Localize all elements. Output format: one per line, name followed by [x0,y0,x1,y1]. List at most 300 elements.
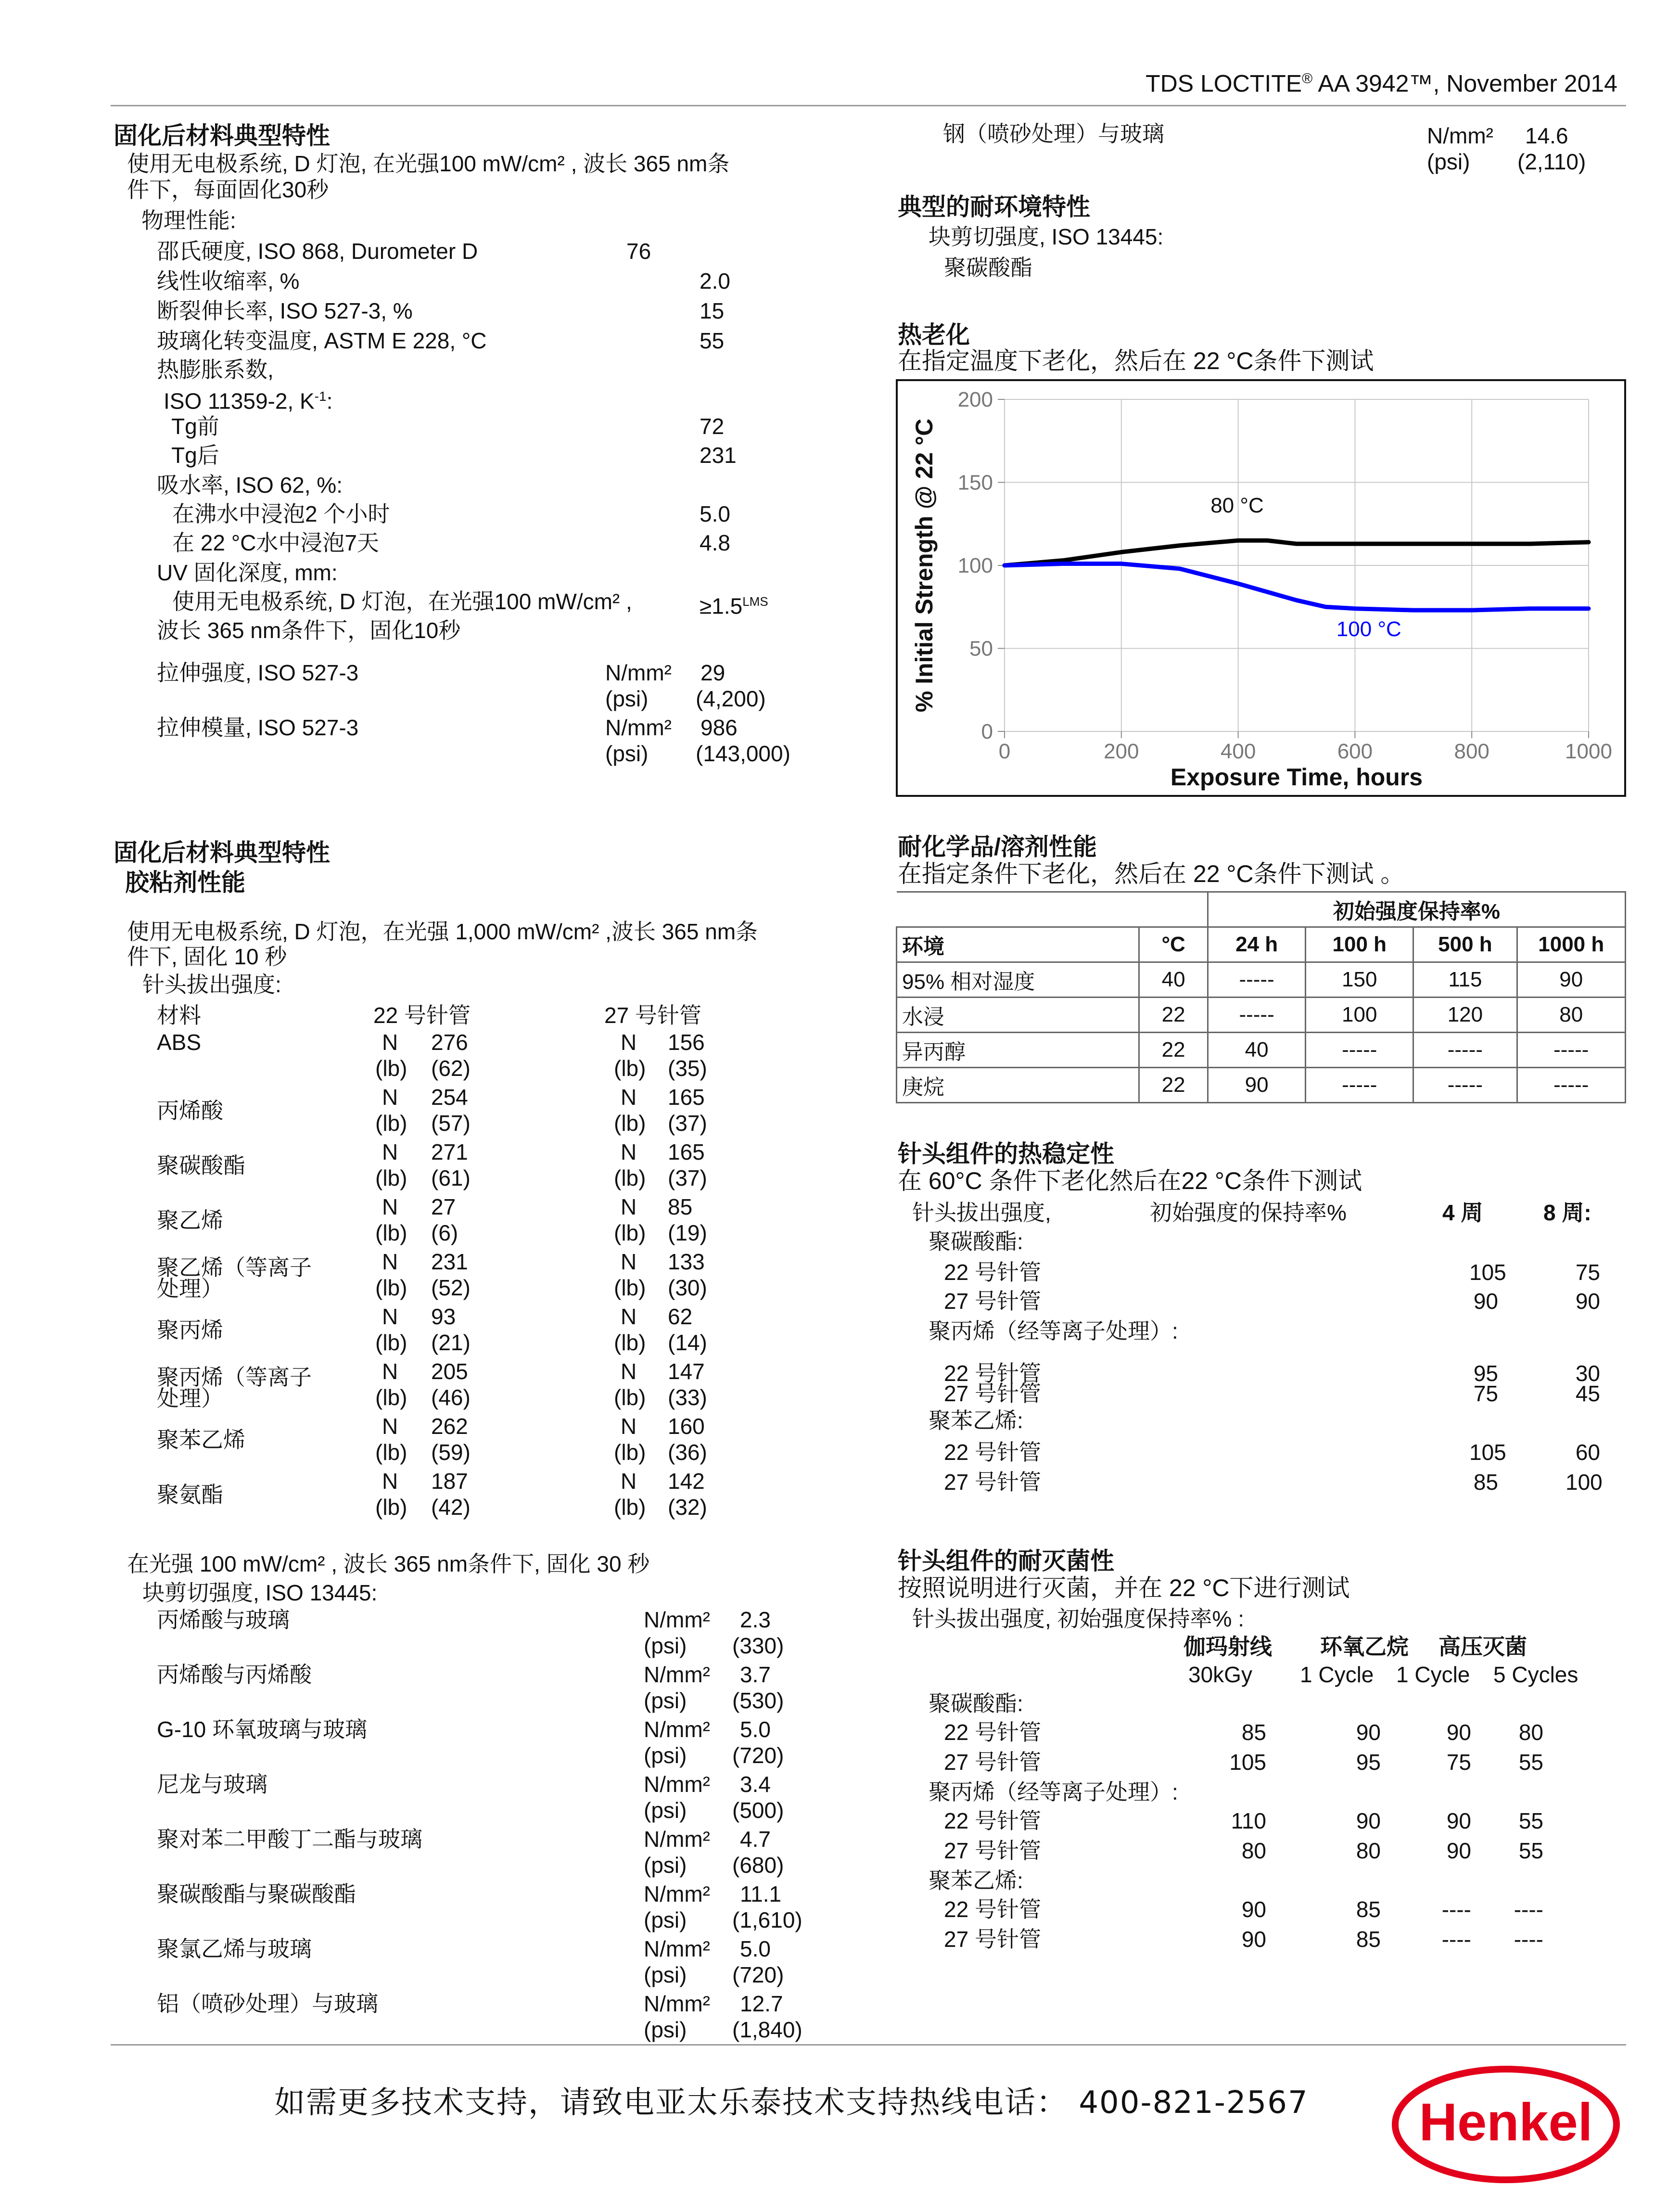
chem-column-header: 环境 [897,927,1139,962]
unit-nmm: N/mm² [644,1607,710,1632]
tg-after-label: Tg后 [171,443,219,468]
shear-substrate: 聚对苯二甲酸丁二酯与玻璃 [157,1827,422,1852]
needle-gauge: 27 号针管 [944,1838,1041,1863]
unit-lb: (lb) [375,1495,407,1520]
series-label-0: 80 °C [1210,493,1264,517]
heat-aging-chart-frame [896,379,1626,797]
unit-lb: (lb) [614,1056,646,1081]
gauge27-value: 133 [668,1249,705,1274]
heat-pull-label: 针头拔出强度, [912,1200,1051,1225]
gauge22-value-lb: (6) [431,1220,458,1245]
gauge27-value-lb: (37) [668,1111,707,1136]
unit-newton: N [382,1469,398,1494]
shear-substrate: 丙烯酸与玻璃 [157,1607,290,1632]
logo-wordmark: Henkel [1419,2093,1593,2152]
chem-environment: 水浸 [897,998,1139,1033]
section2-subtitle: 胶粘剂性能 [125,869,245,896]
steril-value: 85 [1356,1897,1381,1922]
steril-material: 聚碳酸酯: [929,1691,1023,1716]
unit-nmm: N/mm² [644,1991,710,2016]
uv-depth-label: UV 固化深度, mm: [157,560,338,585]
gauge27-value-lb: (32) [668,1495,707,1520]
gauge22-value-lb: (57) [431,1111,471,1136]
x-tick-label: 600 [1337,740,1373,763]
chem-environment: 95% 相对湿度 [897,962,1139,998]
needle-gauge: 22 号针管 [944,1897,1041,1922]
chem-column-header: 24 h [1208,927,1305,962]
unit-lb: (lb) [614,1111,646,1136]
gauge27-value: 165 [668,1139,705,1164]
material-column-header: 材料 [157,1003,201,1028]
series-line-1 [1005,564,1589,611]
chem-row [897,1068,1626,1103]
section2-title: 固化后材料典型特性 [114,839,330,866]
steril-value: 95 [1356,1750,1381,1775]
chem-value: ----- [1208,998,1305,1033]
cte-standard-text: ISO 11359-2, K [164,388,315,414]
chem-value: ----- [1306,1068,1413,1103]
tensile-value: 29 [700,660,725,685]
steril-material: 聚苯乙烯: [929,1868,1023,1893]
steril-sub-30kgy: 30kGy [1188,1662,1252,1687]
unit-psi: (psi) [644,1907,687,1932]
lms-mark: LMS [742,594,768,609]
material-name: 丙烯酸 [157,1098,223,1123]
gauge27-value: 62 [668,1304,693,1329]
cte-colon: : [326,388,333,414]
steril-value: 90 [1356,1808,1381,1833]
cte-label: 热膨胀系数, [157,357,274,382]
shear-value-psi: (680) [732,1853,784,1878]
y-tick-label: 150 [957,471,993,495]
chem-column-header: 100 h [1306,927,1413,962]
steril-value: 90 [1356,1720,1381,1745]
material-name: 聚丙烯 [157,1317,223,1343]
chem-title: 耐化学品/溶剂性能 [898,833,1097,860]
env-subtitle: 块剪切强度, ISO 13445: [929,224,1164,249]
steril-value: ---- [1441,1897,1471,1922]
shear-substrate: 丙烯酸与丙烯酸 [157,1662,312,1687]
needle-gauge: 27 号针管 [944,1750,1041,1775]
gauge27-value-lb: (14) [668,1330,707,1355]
gauge22-value: 27 [431,1194,456,1219]
unit-newton: N [382,1194,398,1219]
physical-heading: 物理性能: [141,208,236,233]
unit-psi: (psi) [644,1743,687,1768]
series-label-1: 100 °C [1336,617,1401,641]
gauge27-value: 165 [668,1085,705,1110]
modulus-unit-psi: (psi) [605,741,649,766]
steel-value: 14.6 [1525,123,1568,148]
shear-substrate: 铝（喷砂处理）与玻璃 [157,1991,378,2016]
chem-value: 22 [1139,1068,1208,1103]
block-shear-heading: 块剪切强度, ISO 13445: [142,1580,378,1605]
unit-nmm: N/mm² [644,1827,710,1852]
unit-psi: (psi) [644,2017,687,2042]
chem-value: 22 [1139,998,1208,1033]
header-date: AA 3942™, November 2014 [1312,70,1617,97]
chem-header-row [897,927,1626,962]
unit-lb: (lb) [375,1220,407,1245]
heat-material: 聚苯乙烯: [929,1408,1023,1433]
steel-unit-psi: (psi) [1427,149,1470,174]
steril-value: 80 [1356,1838,1381,1863]
chem-column-header: 500 h [1413,927,1517,962]
gauge22-value-lb: (42) [431,1495,471,1520]
unit-lb: (lb) [614,1385,646,1410]
gauge22-value: 254 [431,1085,468,1110]
steril-value: ---- [1441,1927,1471,1952]
tensile-unit: N/mm² [605,660,672,685]
steel-glass-label: 钢（喷砂处理）与玻璃 [943,121,1164,146]
unit-newton: N [621,1469,637,1494]
gauge27-value: 142 [668,1469,705,1494]
chem-body [897,962,1626,1103]
unit-newton: N [382,1249,398,1274]
header-title: TDS LOCTITE [1145,70,1302,97]
steril-value: 85 [1241,1720,1266,1745]
gauge22-value: 271 [431,1139,468,1164]
shear-value: 11.1 [740,1881,782,1906]
gauge22-value: 231 [431,1249,468,1274]
env-material: 聚碳酸酯 [944,255,1032,280]
chem-value: 80 [1517,998,1625,1033]
unit-nmm: N/mm² [644,1717,710,1742]
steril-value: 90 [1241,1897,1266,1922]
steril-subtitle: 按照说明进行灭菌，并在 22 °C下进行测试 [898,1574,1350,1601]
property-value: 76 [626,239,651,264]
cure-condition-2: 使用无电极系统, D 灯泡，在光强 1,000 mW/cm² ,波长 365 nm条 [127,919,758,944]
gauge22-value: 262 [431,1414,468,1439]
needle-gauge: 22 号针管 [944,1720,1041,1745]
shear-substrate: 聚氯乙烯与玻璃 [157,1936,312,1961]
steril-col-gamma: 伽玛射线 [1184,1634,1272,1659]
steril-material: 聚丙烯（经等离子处理）: [929,1779,1178,1804]
unit-newton: N [621,1359,637,1384]
gauge27-value-lb: (33) [668,1385,707,1410]
gauge22-column-header: 22 号针管 [373,1003,471,1028]
shear-value-psi: (1,840) [732,2017,802,2042]
chem-environment: 庚烷 [897,1068,1139,1103]
needle-gauge: 22 号针管 [944,1808,1041,1833]
chem-row [897,998,1626,1033]
gauge27-value-lb: (35) [668,1056,707,1081]
gauge22-value-lb: (62) [431,1056,471,1081]
steril-value: ---- [1514,1897,1543,1922]
henkel-logo [1390,2064,1621,2185]
steril-col-eto: 环氧乙烷 [1320,1634,1409,1659]
env-title: 典型的耐环境特性 [898,193,1090,220]
tensile-value-psi: (4,200) [696,686,766,711]
gauge22-value: 276 [431,1030,468,1055]
cte-exponent: -1 [314,389,327,404]
steril-value: ---- [1514,1927,1543,1952]
chem-value: 120 [1413,998,1517,1033]
needle-gauge: 22 号针管 [944,1260,1041,1285]
cte-standard [164,383,332,414]
tg-after-value: 231 [700,443,737,468]
x-axis-label: Exposure Time, hours [1170,764,1423,791]
gauge22-value: 205 [431,1359,468,1384]
footer-rule [111,2044,1626,2046]
property-label: 线性收缩率, % [157,269,300,294]
gauge22-value-lb: (59) [431,1440,471,1465]
chem-value: ----- [1413,1068,1517,1103]
uv-depth-number: ≥1.5 [700,593,743,619]
unit-newton: N [382,1304,398,1329]
chem-value: ----- [1413,1033,1517,1068]
chem-group-row [897,892,1626,927]
heat-8wk-value: 100 [1565,1470,1603,1495]
chem-table [896,891,1626,1103]
property-value: 2.0 [700,269,730,294]
heat-aging-chart [898,381,1624,795]
steril-sub-cycles5: 5 Cycles [1493,1662,1578,1687]
unit-newton: N [621,1085,637,1110]
gauge22-value-lb: (46) [431,1385,471,1410]
y-tick-label: 50 [969,637,993,661]
heat-8wk-value: 45 [1575,1381,1600,1406]
shear-value: 5.0 [740,1717,771,1742]
cure-condition: 使用无电极系统, D 灯泡, 在光强100 mW/cm² , 波长 365 nm条 [127,151,730,176]
chem-value: ----- [1208,962,1305,998]
steril-title: 针头组件的耐灭菌性 [898,1548,1114,1574]
chem-value: 40 [1208,1033,1305,1068]
shear-value: 2.3 [740,1607,771,1632]
document-header [1145,64,1617,98]
heat-stability-subtitle: 在 60°C 条件下老化然后在22 °C条件下测试 [898,1167,1362,1194]
gauge22-value-lb: (21) [431,1330,471,1355]
shear-value-psi: (330) [732,1633,784,1658]
shear-value-psi: (530) [732,1688,784,1713]
chem-environment: 异丙醇 [897,1033,1139,1068]
gauge27-value-lb: (30) [668,1275,707,1300]
material-name: 聚乙烯（等离子 [157,1255,312,1280]
heat-retention-label: 初始强度的保持率% [1150,1200,1347,1225]
water-absorption-label: 吸水率, ISO 62, %: [157,473,343,498]
shear-substrate: 聚碳酸酯与聚碳酸酯 [157,1881,356,1906]
uv-condition: 使用无电极系统, D 灯泡，在光强100 mW/cm² , [172,589,632,614]
chem-value: ----- [1306,1033,1413,1068]
unit-newton: N [382,1359,398,1384]
section-title: 固化后材料典型特性 [114,122,330,149]
boil-label: 在沸水中浸泡2 个小时 [172,501,390,526]
modulus-value-psi: (143,000) [696,741,790,766]
shear-value: 3.7 [740,1662,771,1687]
chem-group-header: 初始强度保持率% [1208,892,1625,927]
unit-lb: (lb) [614,1330,646,1355]
material-name: 聚苯乙烯 [157,1427,245,1452]
material-name: 聚丙烯（等离子 [157,1365,312,1390]
unit-lb: (lb) [375,1330,407,1355]
steril-value: 90 [1446,1838,1471,1863]
shear-value: 12.7 [740,1991,783,2016]
steril-value: 55 [1518,1808,1543,1833]
chem-row [897,1033,1626,1068]
unit-psi: (psi) [644,1962,687,1987]
shear-value-psi: (720) [732,1962,784,1987]
steril-value: 90 [1446,1808,1471,1833]
unit-lb: (lb) [375,1056,407,1081]
chem-value: 150 [1306,962,1413,998]
material-name-cont: 处理） [157,1276,223,1301]
chem-value: 22 [1139,1033,1208,1068]
unit-nmm: N/mm² [644,1662,710,1687]
gauge27-value-lb: (37) [668,1165,707,1190]
x-tick-label: 200 [1104,740,1139,763]
steel-value-psi: (2,110) [1517,149,1586,174]
property-label: 断裂伸长率, ISO 527-3, % [157,298,413,323]
unit-lb: (lb) [614,1495,646,1520]
x-tick-label: 1000 [1565,740,1612,763]
unit-lb: (lb) [614,1220,646,1245]
unit-newton: N [621,1304,637,1329]
unit-nmm: N/mm² [644,1881,710,1906]
property-value: 55 [700,328,725,353]
unit-newton: N [621,1414,637,1439]
shear-value-psi: (720) [732,1743,784,1768]
heat-4wk-value: 75 [1473,1381,1498,1406]
gauge22-value: 93 [431,1304,456,1329]
tg-before-value: 72 [700,414,725,439]
tensile-label: 拉伸强度, ISO 527-3 [157,660,359,685]
steril-value: 75 [1446,1750,1471,1775]
heat-aging-subtitle: 在指定温度下老化，然后在 22 °C条件下测试 [898,347,1374,374]
registered-mark: ® [1302,71,1313,87]
y-axis-label: % Initial Strength @ 22 °C [911,418,938,713]
unit-newton: N [621,1030,637,1055]
x-tick-label: 800 [1454,740,1489,763]
soak-value: 4.8 [700,530,730,555]
heat-col-4wk: 4 周 [1442,1200,1483,1225]
modulus-value: 986 [700,715,738,740]
chem-row [897,962,1626,998]
gauge27-value: 85 [668,1194,693,1219]
unit-lb: (lb) [375,1275,407,1300]
support-hotline: 如需更多技术支持，请致电亚太乐泰技术支持热线电话： 400-821-2567 [274,2085,1309,2121]
steril-value: 85 [1356,1927,1381,1952]
gauge27-column-header: 27 号针管 [604,1003,701,1028]
shear-value: 4.7 [740,1827,771,1852]
unit-newton: N [382,1085,398,1110]
shear-value: 5.0 [740,1936,771,1961]
unit-lb: (lb) [375,1111,407,1136]
unit-newton: N [621,1249,637,1274]
unit-psi: (psi) [644,1853,687,1878]
heat-aging-title: 热老化 [898,321,970,348]
y-tick-label: 200 [957,388,993,411]
gauge27-value-lb: (19) [668,1220,707,1245]
property-label: 玻璃化转变温度, ASTM E 228, °C [157,328,487,353]
unit-newton: N [621,1194,637,1219]
x-tick-label: 0 [998,740,1011,763]
steril-value: 90 [1446,1720,1471,1745]
heat-4wk-value: 95 [1473,1361,1498,1386]
chem-group-blank [897,892,1208,927]
gauge27-value: 156 [668,1030,705,1055]
header-rule [111,105,1626,106]
heat-stability-title: 针头组件的热稳定性 [898,1140,1114,1167]
cure-condition-2-cont: 件下, 固化 10 秒 [127,944,287,969]
heat-8wk-value: 75 [1575,1260,1600,1285]
chem-value: ----- [1517,1033,1625,1068]
steril-value: 90 [1241,1927,1266,1952]
heat-4wk-value: 85 [1473,1470,1498,1495]
unit-nmm: N/mm² [644,1936,710,1961]
shear-value-psi: (1,610) [732,1907,802,1932]
unit-lb: (lb) [614,1275,646,1300]
needle-gauge: 27 号针管 [944,1289,1041,1314]
heat-8wk-value: 90 [1575,1289,1600,1314]
tg-before-label: Tg前 [171,414,219,439]
property-label: 邵氏硬度, ISO 868, Durometer D [157,239,478,264]
steril-value: 55 [1518,1838,1543,1863]
needle-gauge: 27 号针管 [944,1927,1041,1952]
needle-gauge: 27 号针管 [944,1381,1041,1406]
unit-lb: (lb) [614,1440,646,1465]
needle-gauge: 27 号针管 [944,1470,1041,1495]
chem-column-header: 1000 h [1517,927,1625,962]
chem-value: ----- [1517,1068,1625,1103]
unit-newton: N [382,1139,398,1164]
unit-psi: (psi) [644,1633,687,1658]
heat-4wk-value: 105 [1469,1440,1506,1465]
steril-value: 105 [1229,1750,1266,1775]
chem-value: 90 [1208,1068,1305,1103]
gauge22-value: 187 [431,1469,468,1494]
unit-newton: N [382,1030,398,1055]
heat-col-8wk: 8 周: [1543,1200,1591,1225]
modulus-unit: N/mm² [605,715,672,740]
soak-label: 在 22 °C水中浸泡7天 [172,530,379,555]
steril-col-autoclave: 高压灭菌 [1438,1634,1527,1659]
unit-newton: N [621,1139,637,1164]
unit-nmm: N/mm² [644,1772,710,1797]
chem-column-header: °C [1139,927,1208,962]
heat-8wk-value: 30 [1575,1361,1600,1386]
gauge22-value-lb: (61) [431,1165,471,1190]
unit-lb: (lb) [375,1385,407,1410]
steril-sub-cycle1: 1 Cycle [1300,1662,1374,1687]
material-name: 聚碳酸酯 [157,1153,245,1178]
y-tick-label: 0 [981,720,993,743]
heat-material: 聚碳酸酯: [929,1229,1023,1254]
material-name: 聚氨酯 [157,1482,223,1507]
shear-value: 3.4 [740,1772,771,1797]
shear-substrate: G-10 环氧玻璃与玻璃 [157,1717,368,1742]
y-tick-label: 100 [957,554,993,577]
steril-value: 80 [1241,1838,1266,1863]
modulus-label: 拉伸模量, ISO 527-3 [157,715,359,740]
steel-unit: N/mm² [1427,123,1493,148]
cure-condition-cont: 件下，每面固化30秒 [127,177,329,202]
property-value: 15 [700,298,725,323]
chem-value: 115 [1413,962,1517,998]
gauge27-value: 160 [668,1414,705,1439]
boil-value: 5.0 [700,501,730,526]
heat-4wk-value: 90 [1473,1289,1498,1314]
steril-pull-label: 针头拔出强度, 初始强度保持率% : [912,1606,1245,1631]
unit-newton: N [382,1414,398,1439]
chem-value: 90 [1517,962,1625,998]
material-name: 聚乙烯 [157,1208,223,1233]
unit-psi: (psi) [644,1688,687,1713]
gauge27-value-lb: (36) [668,1440,707,1465]
shear-value-psi: (500) [732,1798,784,1823]
pull-out-heading: 针头拔出强度: [142,972,281,997]
steril-value: 110 [1231,1808,1266,1833]
material-name: ABS [157,1030,202,1055]
